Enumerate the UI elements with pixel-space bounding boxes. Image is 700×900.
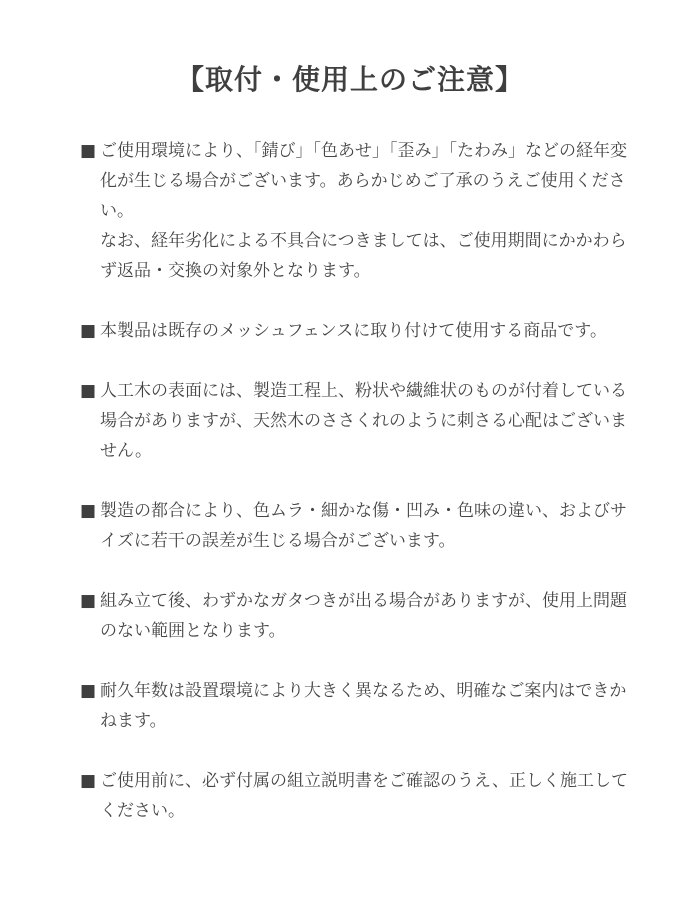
bullet-square-icon: ■ — [80, 321, 97, 341]
list-item — [80, 316, 630, 346]
list-item — [80, 136, 630, 286]
list-item — [80, 496, 630, 556]
note-text — [100, 376, 630, 466]
note-paragraph: 本製品は既存のメッシュフェンスに取り付けて使用する商品です。 — [100, 321, 607, 341]
bullet-square-icon: ■ — [80, 501, 97, 521]
note-paragraph: ご使用環境により、「錆び」「色あせ」「歪み」「たわみ」などの経年変化が生じる場合がございます。あらかじめご了承のうえご使用ください。 — [100, 141, 627, 221]
bullet-square-icon: ■ — [80, 591, 97, 611]
bullet-square-icon: ■ — [80, 771, 97, 791]
bullet-square-icon: ■ — [80, 681, 97, 701]
list-item — [80, 376, 630, 466]
list-item — [80, 766, 630, 826]
note-text — [100, 496, 630, 556]
note-text — [100, 136, 630, 286]
list-item — [80, 586, 630, 646]
list-item — [80, 676, 630, 736]
note-paragraph: 組み立て後、わずかなガタつきが出る場合がありますが、使用上問題のない範囲となります。 — [100, 591, 627, 641]
note-paragraph: 製造の都合により、色ムラ・細かな傷・凹み・色味の違い、およびサイズに若干の誤差が生じる場合がございます。 — [100, 501, 627, 551]
caution-list — [80, 136, 630, 826]
note-paragraph: 人工木の表面には、製造工程上、粉状や繊維状のものが付着している場合がありますが、天然木のささくれのように刺さる心配はございません。 — [100, 381, 627, 461]
note-paragraph: なお、経年劣化による不具合につきましては、ご使用期間にかかわらず返品・交換の対象外となります。 — [100, 231, 627, 281]
note-text — [100, 676, 630, 736]
note-text — [100, 766, 630, 826]
note-text — [100, 586, 630, 646]
note-paragraph: 耐久年数は設置環境により大きく異なるため、明確なご案内はできかねます。 — [100, 681, 627, 731]
page-title: 【取付・使用上のご注意】 — [175, 63, 524, 96]
bullet-square-icon: ■ — [80, 381, 97, 401]
note-paragraph: ご使用前に、必ず付属の組立説明書をご確認のうえ、正しく施工してください。 — [100, 771, 629, 821]
bullet-square-icon: ■ — [80, 141, 97, 161]
note-text — [100, 316, 630, 346]
